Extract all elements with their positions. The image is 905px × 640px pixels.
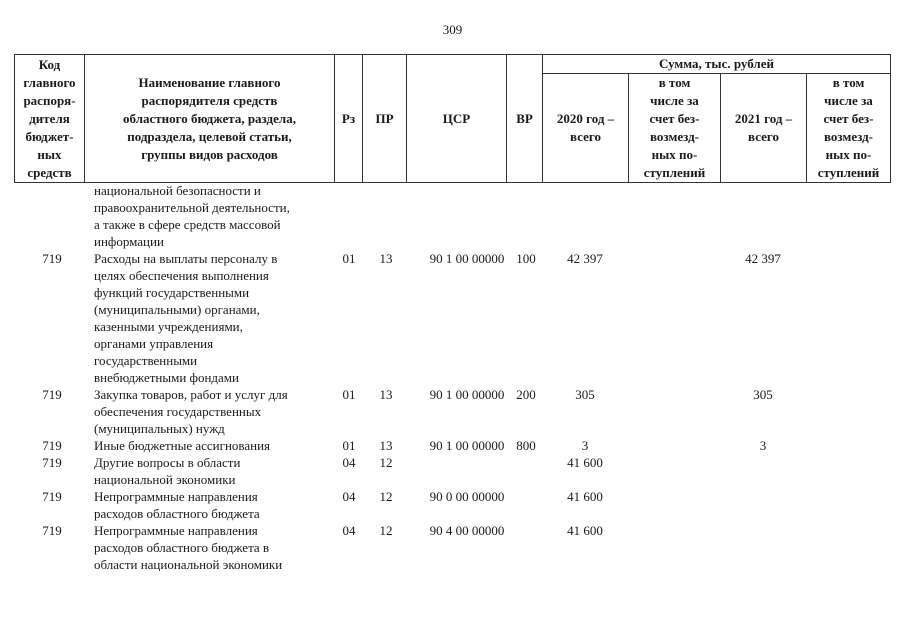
cell-pr: 12 — [379, 455, 393, 470]
cell-kod: 719 — [42, 523, 62, 538]
cell-name-line: Непрограммные направления — [94, 523, 258, 538]
cell-name-line: Непрограммные направления — [94, 489, 258, 504]
table-row — [14, 437, 890, 454]
table-row — [14, 488, 890, 522]
cell-name-line: (муниципальных) нужд — [94, 421, 225, 436]
cell-kod: 719 — [42, 489, 62, 504]
header-name: Наименование главного распорядителя средств областного бюджета, раздела, подраздела, целевой статьи, группы видов расходов — [85, 55, 335, 183]
header-pr: ПР — [363, 55, 407, 183]
cell-pr: 12 — [379, 523, 393, 538]
cell-2020-total: 42 397 — [567, 251, 603, 266]
cell-csr: 90 0 00 00000 — [429, 489, 505, 504]
cell-2020-total: 41 600 — [567, 523, 603, 538]
cell-csr: 90 1 00 00000 — [429, 251, 505, 266]
cell-name-line: а также в сфере средств массовой — [94, 217, 281, 232]
cell-2020-total: 3 — [581, 438, 589, 453]
header-csr: ЦСР — [407, 55, 507, 183]
cell-name-line: органами управления — [94, 336, 214, 351]
cell-name-line: расходов областного бюджета — [94, 506, 260, 521]
cell-name — [94, 522, 336, 573]
cell-rz: 01 — [342, 251, 356, 266]
cell-2021-total: 42 397 — [745, 251, 781, 266]
cell-name-line: Закупка товаров, работ и услуг для — [94, 387, 288, 402]
cell-name-line: области национальной экономики — [94, 557, 283, 572]
cell-vr: 200 — [516, 387, 536, 402]
cell-name-line: внебюджетными фондами — [94, 370, 239, 385]
header-kod-text: Код главного распоря- дителя бюджет- ных средств — [23, 56, 76, 180]
table-header — [14, 54, 891, 183]
cell-2020-total: 41 600 — [567, 489, 603, 504]
cell-rz: 04 — [342, 523, 356, 538]
cell-name — [94, 182, 336, 250]
cell-name-line: Расходы на выплаты персоналу в — [94, 251, 278, 266]
cell-name-line: национальной экономики — [94, 472, 236, 487]
cell-2020-total: 41 600 — [567, 455, 603, 470]
table-row — [14, 454, 890, 488]
cell-kod: 719 — [42, 387, 62, 402]
table-body — [14, 182, 890, 573]
header-vr: ВР — [507, 55, 543, 183]
cell-pr: 12 — [379, 489, 393, 504]
header-2021-total: 2021 год – всего — [721, 74, 807, 183]
cell-name-line: национальной безопасности и — [94, 183, 261, 198]
cell-name-line: государственными — [94, 353, 198, 368]
cell-2021-total: 3 — [759, 438, 767, 453]
cell-rz: 01 — [342, 438, 356, 453]
cell-rz: 01 — [342, 387, 356, 402]
cell-csr: 90 4 00 00000 — [429, 523, 505, 538]
header-sum-title: Сумма, тыс. рублей — [543, 55, 891, 74]
cell-vr: 800 — [516, 438, 536, 453]
cell-name — [94, 454, 336, 488]
cell-csr: 90 1 00 00000 — [429, 387, 505, 402]
page-number: 309 — [442, 22, 463, 37]
cell-pr: 13 — [379, 438, 393, 453]
cell-name-line: целях обеспечения выполнения — [94, 268, 269, 283]
cell-name — [94, 250, 336, 386]
cell-name-line: (муниципальными) органами, — [94, 302, 260, 317]
cell-name-line: Иные бюджетные ассигнования — [94, 438, 271, 453]
cell-rz: 04 — [342, 455, 356, 470]
cell-2021-total: 305 — [753, 387, 773, 402]
cell-name-line: Другие вопросы в области — [94, 455, 241, 470]
cell-vr: 100 — [516, 251, 536, 266]
header-2020-free: в том числе за счет без- возмезд- ных по- ступлений — [629, 74, 721, 183]
cell-kod: 719 — [42, 251, 62, 266]
cell-name-line: расходов областного бюджета в — [94, 540, 270, 555]
cell-name-line: обеспечения государственных — [94, 404, 262, 419]
header-rz: Рз — [335, 55, 363, 183]
cell-name — [94, 488, 336, 522]
cell-pr: 13 — [379, 251, 393, 266]
cell-name — [94, 437, 336, 454]
cell-name-line: правоохранительной деятельности, — [94, 200, 290, 215]
cell-name-line: функций государственными — [94, 285, 250, 300]
table-row — [14, 386, 890, 437]
header-2021-free: в том числе за счет без- возмезд- ных по- ступлений — [807, 74, 891, 183]
header-kod — [15, 55, 85, 183]
cell-kod: 719 — [42, 438, 62, 453]
cell-2020-total: 305 — [575, 387, 595, 402]
cell-rz: 04 — [342, 489, 356, 504]
cell-name-line: информации — [94, 234, 164, 249]
cell-pr: 13 — [379, 387, 393, 402]
cell-name-line: казенными учреждениями, — [94, 319, 243, 334]
cell-name — [94, 386, 336, 437]
table-row — [14, 522, 890, 573]
table-row — [14, 182, 890, 250]
table-row — [14, 250, 890, 386]
cell-kod: 719 — [42, 455, 62, 470]
header-2020-total: 2020 год – всего — [543, 74, 629, 183]
cell-csr: 90 1 00 00000 — [429, 438, 505, 453]
